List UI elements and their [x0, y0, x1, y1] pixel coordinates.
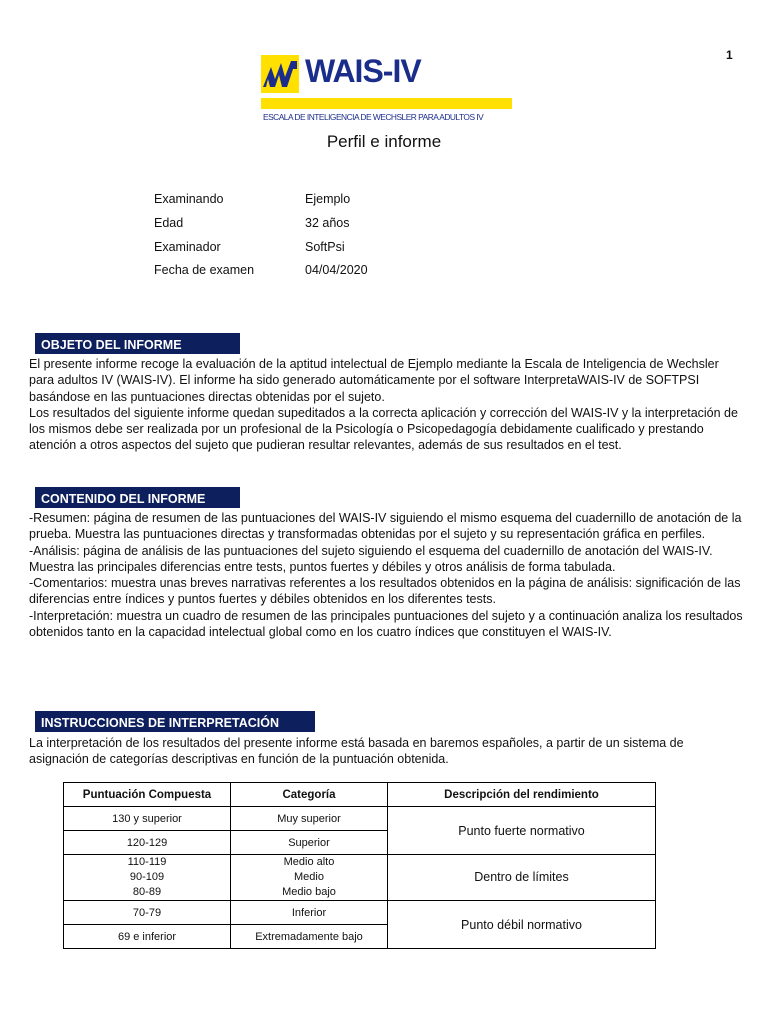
paragraph: El presente informe recoge la evaluación de la aptitud intelectual de Ejemplo mediante la Escala de Inteligencia de Wechsler para adultos IV (WAIS-IV). El informe ha sido generado automáticamente por el software InterpretaWAIS-IV de SOFTPSI basándose en las puntuaciones directas obtenidas por el sujeto.: [29, 357, 719, 404]
score-cell: 130 y superior: [64, 807, 231, 831]
info-value: SoftPsi: [305, 239, 345, 254]
wais-iv-logo: [261, 55, 513, 125]
section-body-objeto: [29, 356, 745, 454]
table-row: [64, 855, 656, 901]
info-label: Edad: [154, 215, 184, 230]
info-value: Ejemplo: [305, 192, 351, 206]
score-cell: 69 e inferior: [64, 925, 231, 949]
table-row: [64, 807, 656, 831]
logo-yellow-bar: [261, 98, 512, 109]
paragraph: -Interpretación: muestra un cuadro de resumen de las principales puntuaciones del sujeto y a continuación analiza los resultados obtenidos tanto en la capacidad intelectual global como en los cuatro índices que constituyen el WAIS-IV.: [29, 608, 743, 640]
info-label: Examinador: [154, 239, 221, 254]
score-cell: 120-129: [64, 831, 231, 855]
info-value: 04/04/2020: [305, 263, 368, 278]
paragraph: Los resultados del siguiente informe quedan supeditados a la correcta aplicación y corrección del WAIS-IV y la interpretación de los mismos debe ser realizada por un profesional de la Psicología o Psicopedagogía debidamente cualificado y prestando atención a otros aspectos del sujeto que pudieran resultar relevantes, además de sus resultados en el test.: [29, 405, 738, 453]
section-heading-objeto: OBJETO DEL INFORME: [35, 333, 240, 354]
info-value: 32 años: [305, 215, 350, 230]
table-header-row: [64, 783, 656, 807]
category-cell: Superior: [231, 831, 388, 855]
paragraph: -Comentarios: muestra unas breves narrativas referentes a los resultados obtenidos en la página de análisis: significación de las diferencias entre índices y puntos fuertes y débiles obtenidos en los diferentes tests.: [29, 576, 741, 607]
logo-wordmark: WAIS-IV: [305, 53, 421, 89]
report-title: Perfil e informe: [326, 132, 442, 151]
category-cell: Inferior: [231, 901, 388, 925]
paragraph: La interpretación de los resultados del presente informe está basada en baremos españoles, a partir de un sistema de asignación de categorías descriptivas en función de la puntuación obtenida.: [29, 736, 684, 767]
section-body-contenido: [29, 510, 745, 640]
wais-logo-icon: [261, 55, 299, 93]
description-cell: Dentro de límites: [388, 855, 656, 901]
info-label: Fecha de examen: [154, 263, 255, 278]
category-line: Medio: [294, 871, 324, 883]
page-number: 1: [726, 48, 733, 62]
logo-tagline: ESCALA DE INTELIGENCIA DE WECHSLER PARA ADULTOS IV: [263, 112, 484, 122]
paragraph: -Análisis: página de análisis de las puntuaciones del sujeto siguiendo el esquema del cuadernillo de anotación del WAIS-IV. Muestra las principales diferencias entre tests, puntos fuertes y débiles y otros análisis de forma tabulada.: [29, 543, 713, 574]
description-cell: Punto fuerte normativo: [388, 807, 656, 855]
column-header: Categoría: [231, 783, 388, 807]
section-heading-instrucciones: INSTRUCCIONES DE INTERPRETACIÓN: [35, 711, 315, 732]
category-cell: Extremadamente bajo: [231, 925, 388, 949]
column-header: Descripción del rendimiento: [388, 783, 656, 807]
category-cell: Muy superior: [231, 807, 388, 831]
score-cell: 70-79: [64, 901, 231, 925]
score-line: 90-109: [129, 871, 165, 883]
description-cell: Punto débil normativo: [388, 901, 656, 949]
interpretation-table: [63, 782, 656, 949]
score-cell: [64, 855, 231, 901]
column-header: Puntuación Compuesta: [64, 783, 231, 807]
category-line: Medio bajo: [282, 886, 336, 898]
info-label: Examinando: [154, 192, 224, 206]
category-cell: [231, 855, 388, 901]
score-line: 110-119: [127, 856, 167, 868]
table-row: [64, 901, 656, 925]
category-line: Medio alto: [283, 856, 335, 868]
score-line: 80-89: [132, 886, 162, 898]
section-heading-contenido: CONTENIDO DEL INFORME: [35, 487, 240, 508]
section-body-instrucciones: [29, 735, 745, 768]
paragraph: -Resumen: página de resumen de las puntuaciones del WAIS-IV siguiendo el mismo esquema del cuadernillo de anotación de la prueba. Muestra las puntuaciones directas y transformadas obtenidas por el sujeto y su representación gráfica en perfiles.: [29, 511, 742, 542]
